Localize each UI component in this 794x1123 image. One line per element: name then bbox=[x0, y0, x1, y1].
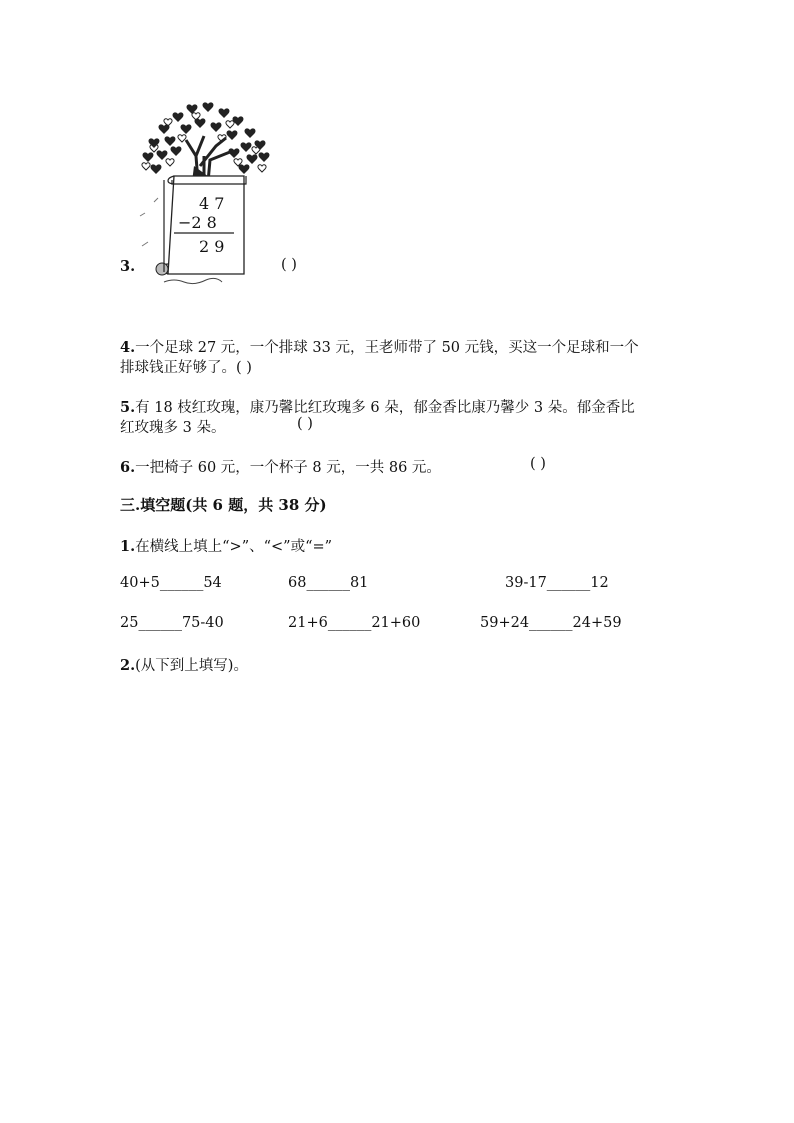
fill1-item[interactable]: 25______75-40 bbox=[120, 615, 224, 631]
fill1-item[interactable]: 39-17______12 bbox=[505, 575, 609, 591]
fill2-prompt: 2.(从下到上填写)。 bbox=[120, 657, 248, 674]
calc-result: 2 9 bbox=[199, 237, 225, 256]
calc-top-number: 4 7 bbox=[199, 194, 225, 213]
q6-answer-paren[interactable]: ( ) bbox=[530, 456, 546, 472]
calc-subtrahend: −2 8 bbox=[178, 213, 217, 232]
fill1-item[interactable]: 59+24______24+59 bbox=[480, 615, 622, 631]
q4-line2: 排球钱正好够了。( ) bbox=[120, 360, 252, 376]
q3-number: 3. bbox=[120, 258, 136, 275]
q3-answer-paren[interactable]: ( ) bbox=[281, 257, 297, 273]
q4-line1: 4.一个足球 27 元，一个排球 33 元，王老师带了 50 元钱，买这一个足球和一个 bbox=[120, 339, 639, 356]
q6-text: 6.一把椅子 60 元，一个杯子 8 元，一共 86 元。 bbox=[120, 459, 441, 476]
fill1-item[interactable]: 21+6______21+60 bbox=[288, 615, 421, 631]
fill1-prompt: 1.在横线上填上“>”、“<”或“=” bbox=[120, 538, 333, 555]
q5-line1: 5.有 18 枝红玫瑰，康乃馨比红玫瑰多 6 朵，郁金香比康乃馨少 3 朵。郁金香比 bbox=[120, 399, 635, 416]
section-3-heading: 三.填空题(共 6 题，共 38 分) bbox=[120, 496, 327, 514]
q5-line2: 红玫瑰多 3 朵。 bbox=[120, 420, 226, 436]
q5-answer-paren[interactable]: ( ) bbox=[297, 416, 313, 432]
fill1-item[interactable]: 68______81 bbox=[288, 575, 369, 591]
fill1-item[interactable]: 40+5______54 bbox=[120, 575, 222, 591]
tree-canopy bbox=[142, 100, 270, 182]
